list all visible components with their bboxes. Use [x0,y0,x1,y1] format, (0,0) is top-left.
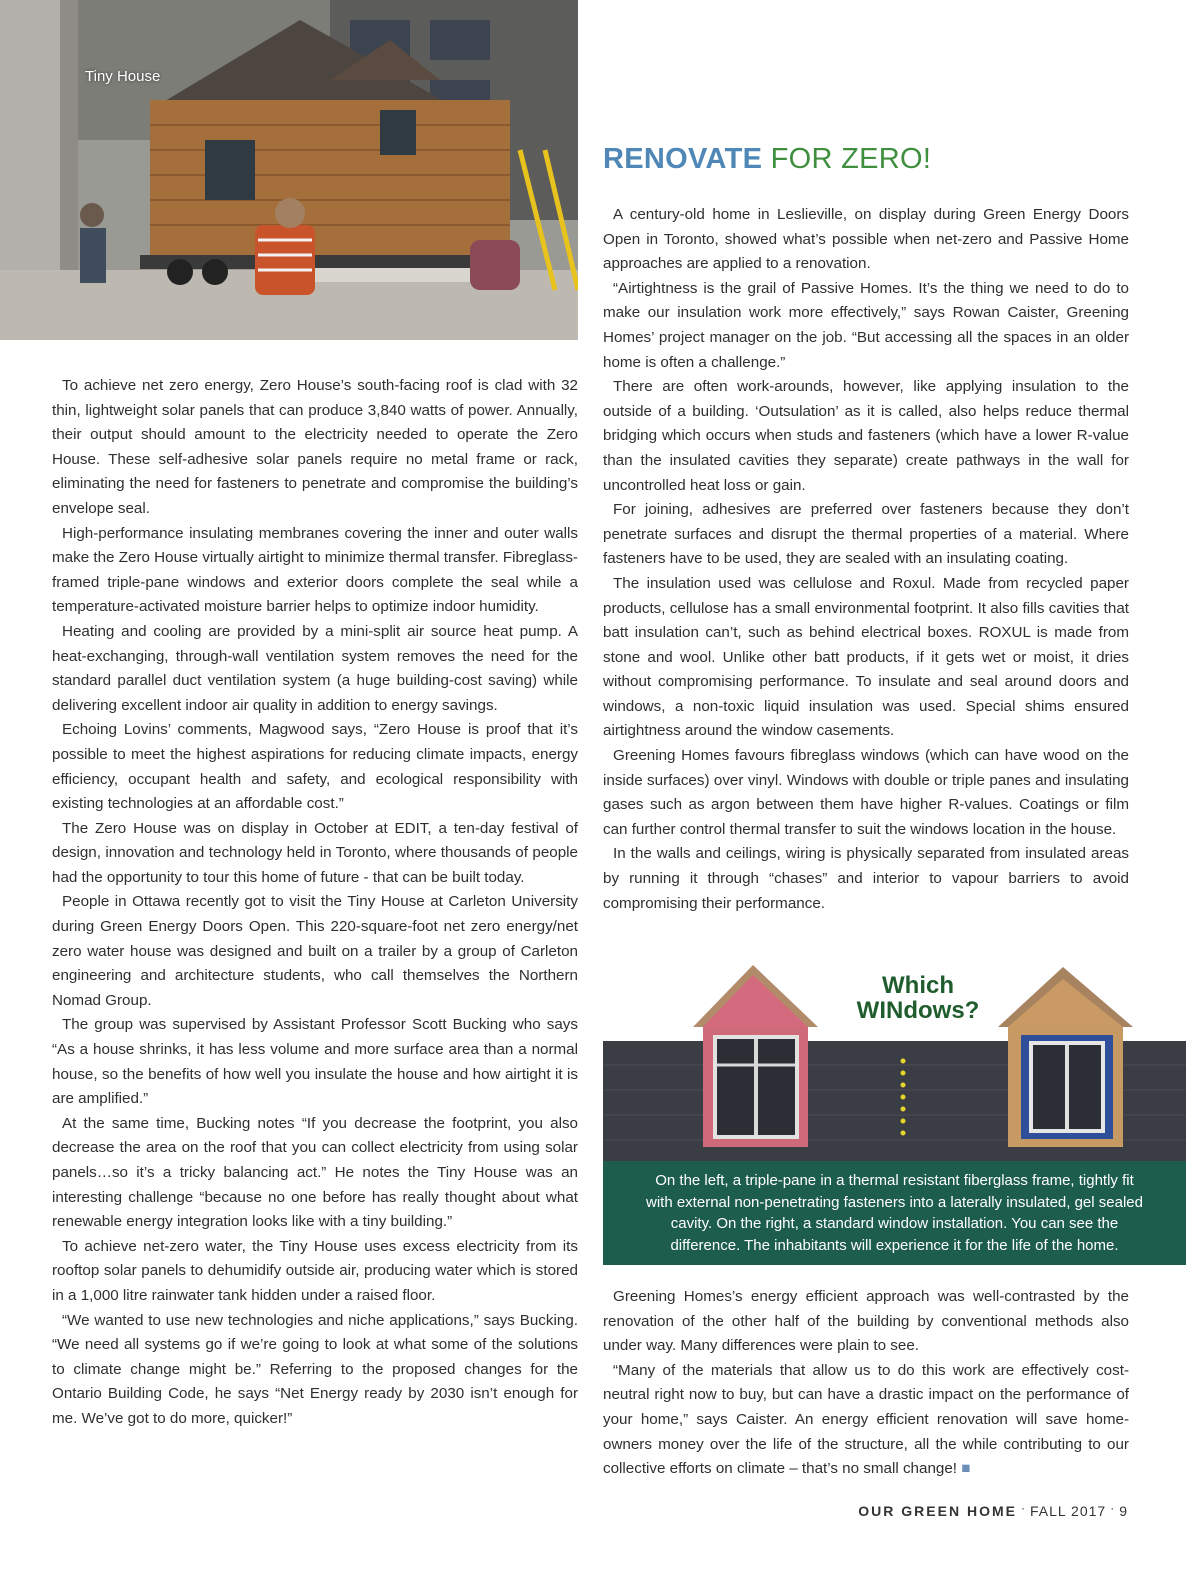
paragraph-closing-text: “Many of the materials that allow us to do this work are effectively cost-neutral right now to buy, but can have a drastic impact on the performance of your home,” says Caister. An energy efficient renovation will save home-owners money over the life of the structure, all the while contributing to our collective efforts on climate – that’s no small change! [603,1361,1129,1478]
paragraph: Greening Homes favours fibreglass windows (which can have wood on the inside surfaces) over vinyl. Windows with double or triple panes and insulating gases such as argon between them have higher R-values. Coatings or film can further control thermal transfer to suit the windows location in the house. [603,747,1129,838]
right-column-top [603,203,1129,916]
paragraph: People in Ottawa recently got to visit the Tiny House at Carleton University during Green Energy Doors Open. This 220-square-foot net zero energy/net zero water house was designed and built on a trailer by a group of Carleton engineering and architecture students, who call themselves the Northern Nomad Group. [52,893,578,1009]
paragraph: There are often work-arounds, however, like applying insulation to the outside of a building. ‘Outsulation’ as it is called, also helps reduce thermal bridging which occurs when studs and fasteners (which have a lower R-value than the insulated cavities they separate) create pathways in the wall for uncontrolled heat loss or gain. [603,378,1129,494]
paragraph: The insulation used was cellulose and Roxul. Made from recycled paper products, cellulose has a small environmental footprint. It also fills cavities that batt insulation can’t, such as behind electrical boxes. ROXUL is made from stone and wool. Unlike other batt products, if it gets wet or moist, it dries without compromising performance. To insulate and seal around doors and windows, a non-toxic liquid insulation was used. Special shims ensured airtightness around the window casements. [603,574,1129,740]
tiny-house-illustration [0,0,578,340]
paragraph: Greening Homes’s energy efficient approach was well-contrasted by the renovation of the other half of the building by conventional methods also under way. Many differences were plain to see. [603,1288,1129,1355]
title-strong: RENOVATE [603,143,763,175]
paragraph: Echoing Lovins’ comments, Magwood says, “Zero House is proof that it’s possible to meet the highest aspirations for reducing climate impacts, energy efficiency, occupant health and safety, and ecological responsibility with existing technologies at an affordable cost.” [52,721,578,813]
figure-heading-line1: Which [882,972,954,999]
paragraph: In the walls and ceilings, wiring is physically separated from insulated areas by running it through “chases” and interior to vapour barriers to avoid compromising their performance. [603,845,1129,912]
footer-issue: FALL 2017 [1029,1503,1107,1519]
page-number: 9 [1119,1503,1128,1519]
figure-heading [848,973,988,1023]
footer-separator: · [1110,1501,1116,1515]
paragraph: High-performance insulating membranes covering the inner and outer walls make the Zero House virtually airtight to minimize thermal transfer. Fibreglass-framed triple-pane windows and exterior doors complete the seal while a temperature-activated moisture barrier helps to optimize indoor humidity. [52,524,578,616]
section-title [603,143,931,176]
paragraph: The Zero House was on display in October at EDIT, a ten-day festival of design, innovation and technology held in Toronto, where thousands of people had the opportunity to tour this home of future - that can be built today. [52,819,578,886]
paragraph: At the same time, Bucking notes “If you decrease the footprint, you also decrease the area on the roof that you can collect electricity from using solar panels…so it’s a tricky balancing act.” He notes the Tiny House was an interesting challenge “because no one before has really thought about what renewable energy integration looks like with a tiny building.” [52,1114,578,1231]
page-footer [858,1503,1128,1519]
footer-separator: · [1020,1501,1026,1515]
paragraph-closing [603,1359,1129,1482]
figure-caption: On the left, a triple-pane in a thermal resistant fiberglass frame, tightly fit with external non-penetrating fasteners into a laterally insulated, gel sealed cavity. On the right, a standard window installation. You can see the difference. The inhabitants will experience it for the life of the home. [646,1172,1143,1254]
figure-heading-line2: WINdows? [856,997,980,1024]
figure-caption-band [603,1161,1186,1265]
right-column-bottom [603,1285,1129,1482]
left-column [52,374,578,1432]
paragraph: To achieve net-zero water, the Tiny House uses excess electricity from its rooftop solar panels to dehumidify outside air, producing water which is stored in a 1,000 litre rainwater tank hidden under a raised floor. [52,1237,578,1304]
paragraph: The group was supervised by Assistant Professor Scott Bucking who says “As a house shrinks, it has less volume and more surface area than a normal house, so the benefits of how well you insulate the house and how airtight it is are amplified.” [52,1016,578,1108]
tiny-house-photo [0,0,578,340]
paragraph: “Airtightness is the grail of Passive Homes. It’s the thing we need to do to make our insulation work more effectively,” says Rowan Caister, Greening Homes’ project manager on the job. “But accessing all the spaces in an older home is often a challenge.” [603,279,1129,371]
end-mark-icon: ■ [961,1460,971,1478]
title-rest: FOR ZERO! [770,143,932,175]
paragraph: Heating and cooling are provided by a mini-split air source heat pump. A heat-exchanging, through-wall ventilation system removes the need for the standard parallel duct ventilation system (a huge building-cost saving) while delivering excellent indoor air quality in addition to energy savings. [52,622,578,714]
windows-figure [603,965,1186,1265]
paragraph: “We wanted to use new technologies and niche applications,” says Bucking. “We need all systems go if we’re going to look at what some of the solutions to climate change might be.” Referring to the proposed changes for the Ontario Building Code, he says “Net Energy ready by 2030 isn’t enough for me. We’ve got to do more, quicker!” [52,1311,578,1427]
paragraph: A century-old home in Leslieville, on display during Green Energy Doors Open in Toronto, showed what’s possible when net-zero and Passive Home approaches are applied to a renovation. [603,206,1129,273]
paragraph: For joining, adhesives are preferred over fasteners because they don’t penetrate surfaces and disrupt the thermal properties of a material. Where fasteners have to be used, they are sealed with an insulating coating. [603,501,1129,568]
footer-magazine: OUR GREEN HOME [858,1503,1017,1519]
paragraph: To achieve net zero energy, Zero House’s south-facing roof is clad with 32 thin, lightweight solar panels that can produce 3,840 watts of power. Annually, their output should amount to the electricity needed to operate the Zero House. These self-adhesive solar panels require no metal frame or rack, eliminating the need for fasteners to penetrate and compromise the building’s envelope seal. [52,377,578,517]
photo-caption: Tiny House [85,68,161,85]
